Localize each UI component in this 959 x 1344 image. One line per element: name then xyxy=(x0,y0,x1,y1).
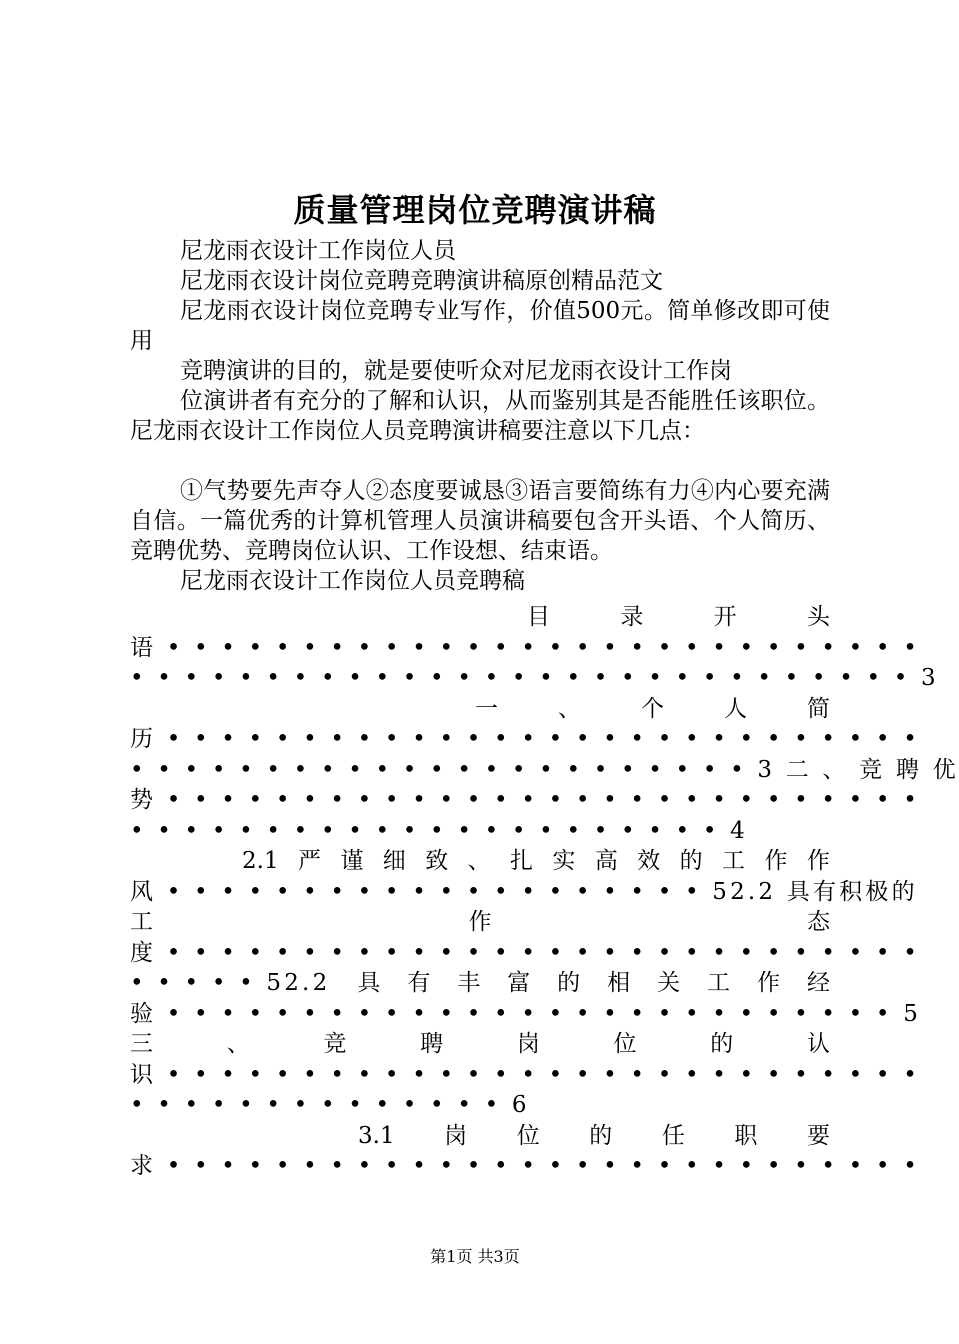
paragraph: ①气势要先声夺人②态度要诚恳③语言要简练有力④内心要充满自信。一篇优秀的计算机管理人员演讲稿要包含开头语、个人简历、竞聘优势、竞聘岗位认识、工作设想、结束语。 xyxy=(130,478,830,564)
toc-line: • • • • • • • • • • • • • • 6 xyxy=(130,1092,530,1118)
paragraph: 竞聘演讲的目的，就是要使听众对尼龙雨衣设计工作岗 xyxy=(180,358,732,384)
toc-line xyxy=(130,1121,830,1152)
table-of-contents xyxy=(130,602,959,1182)
toc-spread: 2.1 严 谨 细 致 、 扎 实 高 效 的 工 作 作 xyxy=(242,848,830,874)
toc-line xyxy=(130,1029,830,1060)
toc-spread: 工 作 态 xyxy=(130,909,830,935)
toc-line xyxy=(130,968,830,999)
toc-line: 求 • • • • • • • • • • • • • • • • • • • • • • • • • • • • xyxy=(130,1153,920,1179)
paragraph: 尼龙雨衣设计岗位竞聘专业写作，价值500元。简单修改即可使用 xyxy=(130,298,830,354)
toc-spread: 目 录 开 头 xyxy=(527,604,830,630)
toc-line: 势 • • • • • • • • • • • • • • • • • • • • • • • • • • • • xyxy=(130,787,920,813)
blank-line xyxy=(130,446,830,476)
toc-line: 历 • • • • • • • • • • • • • • • • • • • • • • • • • • • • xyxy=(130,726,920,752)
toc-line: 风 • • • • • • • • • • • • • • • • • • • • 52.2 具有积极的 xyxy=(130,878,918,905)
paragraph: 尼龙雨衣设计工作岗位人员 xyxy=(180,238,456,264)
toc-line: • • • • • • • • • • • • • • • • • • • • • • • • • • • • • 3 xyxy=(130,665,939,691)
toc-line xyxy=(130,694,830,725)
toc-line: • • • • • • • • • • • • • • • • • • • • • • • 3 二 、 竞 聘 优 xyxy=(130,756,959,783)
toc-spread: 一 、 个 人 简 xyxy=(475,695,830,722)
toc-line xyxy=(130,602,830,633)
toc-spread: 3.1 岗 位 的 任 职 要 xyxy=(358,1122,830,1149)
toc-line: 度 • • • • • • • • • • • • • • • • • • • • • • • • • • • • xyxy=(130,939,920,966)
toc-line xyxy=(130,846,830,877)
paragraph: 尼龙雨衣设计岗位竞聘竞聘演讲稿原创精品范文 xyxy=(180,268,663,294)
toc-line: • • • • • • • • • • • • • • • • • • • • • • 4 xyxy=(130,817,748,844)
toc-spread: • • • • • 52.2 具 有 丰 富 的 相 关 工 作 经 xyxy=(130,970,830,996)
toc-line xyxy=(130,907,830,938)
toc-spread: 三 、 竞 聘 岗 位 的 认 xyxy=(130,1031,830,1057)
toc-line: 语 • • • • • • • • • • • • • • • • • • • • • • • • • • • • xyxy=(130,634,920,661)
toc-line: 验 • • • • • • • • • • • • • • • • • • • • • • • • • • • 5 xyxy=(130,1000,922,1027)
toc-line: 识 • • • • • • • • • • • • • • • • • • • • • • • • • • • • xyxy=(130,1061,920,1088)
paragraph: 尼龙雨衣设计工作岗位人员竞聘稿 xyxy=(180,568,525,594)
document-body xyxy=(130,236,830,596)
page-number: 第1页 共3页 xyxy=(430,1247,520,1266)
document-title: 质量管理岗位竞聘演讲稿 xyxy=(293,191,657,229)
paragraph: 位演讲者有充分的了解和认识，从而鉴别其是否能胜任该职位。尼龙雨衣设计工作岗位人员竞聘演讲稿要注意以下几点： xyxy=(130,388,830,444)
